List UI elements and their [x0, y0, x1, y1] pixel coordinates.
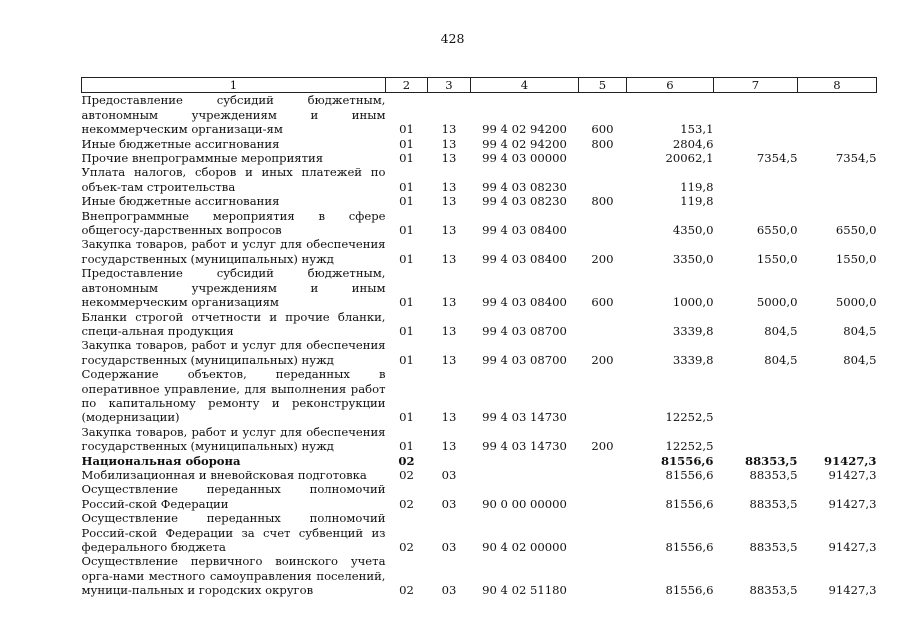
row-name: Предоставление субсидий бюджетным, автономным учреждениям и иным некоммерческим организаци-ям	[81, 93, 386, 137]
row-name: Уплата налогов, сборов и иных платежей по объек-там строительства	[81, 165, 386, 194]
table-row	[82, 482, 877, 511]
row-amount-year-2: 6550,0	[756, 223, 798, 238]
row-expense-type: 600	[591, 295, 614, 310]
row-amount-year-3: 91427,3	[824, 453, 877, 468]
row-target-code: 99 4 03 14730	[482, 410, 567, 425]
table-row	[82, 454, 877, 468]
row-section: 02	[398, 453, 415, 468]
row-subsection: 13	[441, 323, 457, 338]
table-row	[82, 425, 877, 454]
row-subsection: 13	[441, 352, 457, 367]
row-name: Предоставление субсидий бюджетным, автономным учреждениям и иным некоммерческим организациям	[81, 266, 386, 310]
row-expense-type: 800	[591, 194, 614, 209]
row-amount-year-3: 804,5	[843, 352, 877, 367]
row-amount-year-2: 88353,5	[749, 583, 798, 598]
header-col-6: 6	[627, 78, 714, 93]
row-amount-year-1: 3339,8	[672, 352, 714, 367]
row-target-code: 99 4 02 94200	[482, 122, 567, 137]
row-expense-type	[579, 209, 627, 238]
row-target-code	[471, 468, 579, 482]
row-expense-type: 600	[591, 122, 614, 137]
row-name: Осуществление первичного воинского учета орга-нами местного самоуправления поселений, муници-пальных и городских округов	[81, 554, 386, 598]
row-amount-year-1: 2804,6	[672, 136, 714, 151]
table-row	[82, 237, 877, 266]
row-subsection: 03	[441, 467, 457, 482]
table-row	[82, 165, 877, 194]
row-name: Осуществление переданных полномочий Россий-ской Федерации за счет субвенций из федерального бюджета	[81, 511, 386, 554]
row-amount-year-3: 804,5	[843, 323, 877, 338]
row-amount-year-2	[714, 93, 798, 137]
row-amount-year-3: 91427,3	[828, 540, 877, 554]
header-col-4: 4	[471, 78, 579, 93]
row-name: Закупка товаров, работ и услуг для обеспечения государственных (муниципальных) нужд	[81, 424, 386, 454]
row-expense-type	[579, 367, 627, 425]
header-col-1: 1	[82, 78, 386, 93]
row-target-code: 90 4 02 51180	[482, 583, 567, 598]
row-amount-year-2: 88353,5	[749, 540, 798, 554]
row-subsection: 13	[441, 194, 457, 209]
table-row	[82, 209, 877, 238]
row-amount-year-1: 4350,0	[672, 223, 714, 238]
row-expense-type: 200	[591, 251, 614, 266]
table-row	[82, 554, 877, 597]
page-number: 428	[440, 31, 465, 46]
row-expense-type: 200	[591, 439, 614, 454]
row-amount-year-2	[714, 194, 798, 208]
row-section: 02	[399, 583, 414, 598]
row-amount-year-1: 3350,0	[672, 251, 714, 266]
row-amount-year-1: 20062,1	[665, 151, 714, 166]
row-section: 01	[399, 439, 414, 454]
table-row	[82, 137, 877, 151]
row-section: 01	[399, 179, 414, 194]
row-amount-year-2: 1550,0	[756, 251, 798, 266]
row-expense-type	[579, 468, 627, 482]
row-subsection: 13	[441, 439, 457, 454]
row-subsection: 13	[441, 223, 457, 238]
row-name: Закупка товаров, работ и услуг для обеспечения государственных (муниципальных) нужд	[81, 237, 386, 266]
row-target-code: 90 0 00 00000	[482, 496, 567, 511]
row-subsection: 13	[441, 295, 457, 310]
header-col-2: 2	[386, 78, 428, 93]
row-section: 01	[399, 223, 414, 238]
row-expense-type	[579, 554, 627, 597]
table-row	[82, 266, 877, 309]
row-target-code: 90 4 02 00000	[482, 540, 567, 554]
row-target-code: 99 4 03 08700	[482, 352, 567, 367]
row-expense-type: 200	[591, 352, 614, 367]
row-amount-year-2: 804,5	[764, 323, 798, 338]
row-name: Прочие внепрограммные мероприятия	[81, 151, 324, 166]
row-expense-type	[579, 165, 627, 194]
row-amount-year-2	[714, 165, 798, 194]
header-row	[82, 78, 877, 93]
row-amount-year-1: 81556,6	[665, 583, 714, 598]
row-amount-year-3	[798, 367, 877, 425]
row-target-code: 99 4 03 14730	[482, 439, 567, 454]
row-amount-year-3: 5000,0	[835, 295, 877, 310]
table-row	[82, 93, 877, 137]
row-amount-year-2: 88353,5	[745, 453, 798, 468]
row-name: Иные бюджетные ассигнования	[81, 136, 280, 151]
row-amount-year-2	[714, 425, 798, 454]
row-section: 01	[399, 352, 414, 367]
row-section: 01	[399, 194, 414, 209]
row-target-code: 99 4 03 08230	[482, 194, 567, 209]
row-expense-type	[579, 511, 627, 554]
row-amount-year-1: 81556,6	[665, 496, 714, 511]
row-subsection: 03	[441, 540, 457, 554]
table-row	[82, 338, 877, 367]
row-name: Внепрограммные мероприятия в сфере общегосу-дарственных вопросов	[81, 208, 386, 238]
row-name: Содержание объектов, переданных в оперативное управление, для выполнения работ по капитальному ремонту и реконструкции (модернизации)	[81, 367, 386, 425]
row-expense-type	[579, 482, 627, 511]
row-target-code	[471, 454, 579, 468]
row-subsection	[428, 454, 471, 468]
row-name: Закупка товаров, работ и услуг для обеспечения государственных (муниципальных) нужд	[81, 338, 386, 367]
row-subsection: 13	[441, 410, 457, 425]
row-amount-year-3	[798, 425, 877, 454]
row-subsection: 13	[441, 151, 457, 166]
row-section: 01	[399, 136, 414, 151]
row-amount-year-2	[714, 137, 798, 151]
row-amount-year-3: 91427,3	[828, 583, 877, 598]
row-amount-year-1: 1000,0	[672, 295, 714, 310]
row-amount-year-1: 12252,5	[665, 439, 714, 454]
table-body	[82, 93, 877, 598]
row-amount-year-1: 119,8	[680, 179, 714, 194]
row-target-code: 99 4 03 08400	[482, 295, 567, 310]
table-row	[82, 310, 877, 339]
row-expense-type	[579, 151, 627, 165]
row-amount-year-2: 804,5	[764, 352, 798, 367]
row-subsection: 03	[441, 583, 457, 598]
table-row	[82, 511, 877, 554]
row-section: 02	[399, 496, 414, 511]
row-name: Осуществление переданных полномочий Россий-ской Федерации	[81, 482, 386, 511]
row-expense-type	[579, 454, 627, 468]
row-amount-year-2: 88353,5	[749, 496, 798, 511]
row-target-code: 99 4 03 08230	[482, 179, 567, 194]
row-section: 01	[399, 323, 414, 338]
row-target-code: 99 4 03 08400	[482, 223, 567, 238]
table-row	[82, 367, 877, 425]
header-col-8: 8	[798, 78, 877, 93]
row-amount-year-1: 153,1	[680, 122, 714, 137]
header-col-3: 3	[428, 78, 471, 93]
row-subsection: 13	[441, 179, 457, 194]
row-amount-year-3	[798, 93, 877, 137]
row-target-code: 99 4 03 00000	[482, 151, 567, 166]
row-amount-year-2: 5000,0	[756, 295, 798, 310]
row-amount-year-1: 81556,6	[661, 453, 714, 468]
row-section: 01	[399, 295, 414, 310]
row-subsection: 13	[441, 251, 457, 266]
row-section: 01	[399, 251, 414, 266]
row-subsection: 13	[441, 136, 457, 151]
row-amount-year-1: 81556,6	[665, 467, 714, 482]
row-amount-year-3	[798, 165, 877, 194]
header-col-7: 7	[714, 78, 798, 93]
table-row	[82, 151, 877, 165]
row-target-code: 99 4 02 94200	[482, 136, 567, 151]
row-subsection: 13	[441, 122, 457, 137]
row-amount-year-2	[714, 367, 798, 425]
row-subsection: 03	[441, 496, 457, 511]
row-section: 02	[399, 467, 414, 482]
row-amount-year-1: 12252,5	[665, 410, 714, 425]
header-col-5: 5	[579, 78, 627, 93]
row-expense-type	[579, 310, 627, 339]
row-amount-year-2: 88353,5	[749, 467, 798, 482]
row-name: Мобилизационная и вневойсковая подготовка	[81, 467, 367, 482]
row-name: Иные бюджетные ассигнования	[81, 194, 280, 209]
row-section: 01	[399, 410, 414, 425]
row-amount-year-3: 7354,5	[835, 151, 877, 166]
row-target-code: 99 4 03 08700	[482, 323, 567, 338]
row-amount-year-1: 81556,6	[665, 540, 714, 554]
row-expense-type: 800	[591, 136, 614, 151]
row-amount-year-1: 119,8	[680, 194, 714, 209]
row-amount-year-1: 3339,8	[672, 323, 714, 338]
row-name: Национальная оборона	[81, 453, 241, 468]
row-amount-year-3	[798, 137, 877, 151]
row-name: Бланки строгой отчетности и прочие бланки, специ-альная продукция	[81, 309, 386, 338]
row-amount-year-3: 6550,0	[835, 223, 877, 238]
row-amount-year-3: 91427,3	[828, 496, 877, 511]
row-amount-year-3: 91427,3	[828, 467, 877, 482]
row-target-code: 99 4 03 08400	[482, 251, 567, 266]
row-amount-year-2: 7354,5	[756, 151, 798, 166]
row-amount-year-3	[798, 194, 877, 208]
row-section: 01	[399, 151, 414, 166]
row-amount-year-3: 1550,0	[835, 251, 877, 266]
table-row	[82, 194, 877, 208]
row-section: 02	[399, 540, 414, 554]
row-section: 01	[399, 122, 414, 137]
budget-table	[81, 77, 877, 598]
table-row	[82, 468, 877, 482]
